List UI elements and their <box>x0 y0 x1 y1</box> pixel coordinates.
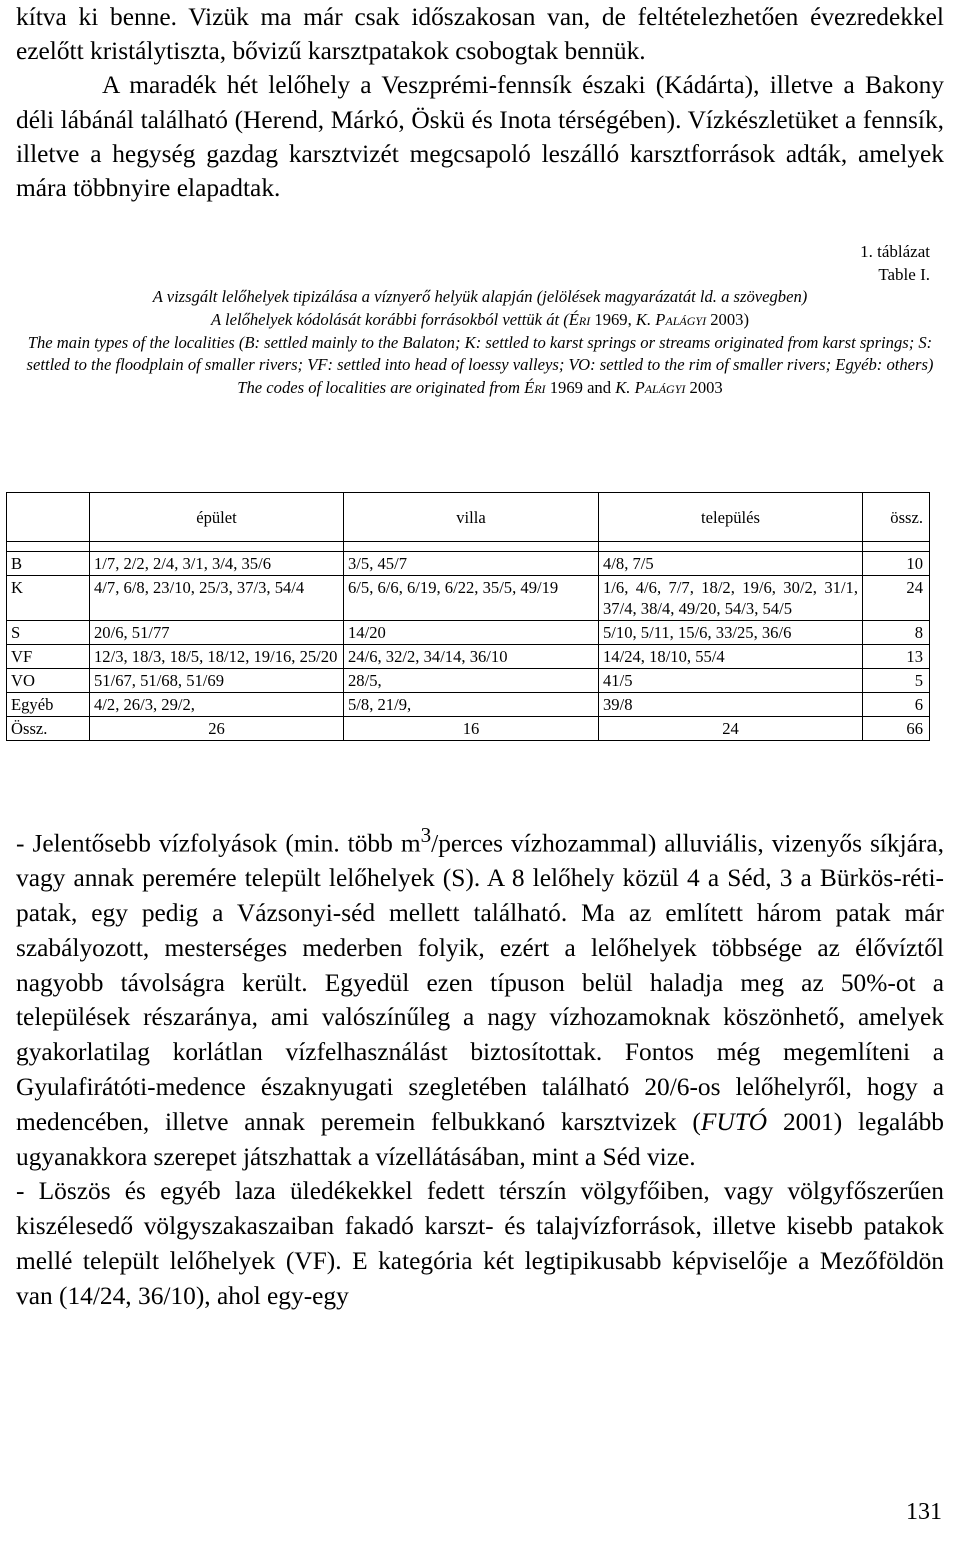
cell-villa: 3/5, 45/7 <box>344 552 599 576</box>
cell-ossz: 13 <box>863 645 930 669</box>
cell-villa: 24/6, 32/2, 34/14, 36/10 <box>344 645 599 669</box>
cell-villa: 6/5, 6/6, 6/19, 6/22, 35/5, 49/19 <box>344 576 599 621</box>
cell-epulet: 20/6, 51/77 <box>90 621 344 645</box>
sum-telepules: 24 <box>599 717 863 741</box>
cell-ossz: 5 <box>863 669 930 693</box>
cell-epulet: 12/3, 18/3, 18/5, 18/12, 19/16, 25/20 <box>90 645 344 669</box>
header-ossz: össz. <box>863 493 930 542</box>
table-sum-row <box>7 717 930 741</box>
row-type: Egyéb <box>7 693 90 717</box>
paragraph-vf-category: - Löszös és egyéb laza üledékekkel fedett térszín völgyfőiben, vagy völgyfőszerűen kiszélesedő völgyszakaszaiban fakadó karszt- és talajvízforrások, illetve kisebb patakok mellé települt lelőhelyek (VF). E kategória két legtipikusabb képviselője a Mezőföldön van (14/24, 36/10), ahol egy-egy <box>16 1177 944 1310</box>
cell-telepules: 14/24, 18/10, 55/4 <box>599 645 863 669</box>
row-type: S <box>7 621 90 645</box>
sum-ossz: 66 <box>863 717 930 741</box>
row-type: VF <box>7 645 90 669</box>
caption-english-line-1: The main types of the localities (B: settled mainly to the Balaton; K: settled to karst springs or streams originated from karst springs; S: settled to the floodplain of smaller rivers; VF: settled into head of loessy valleys; VO: settled to the rim of smaller rivers; Egyéb: others) <box>26 332 934 375</box>
table-row <box>7 552 930 576</box>
cell-epulet: 1/7, 2/2, 2/4, 3/1, 3/4, 35/6 <box>90 552 344 576</box>
cell-telepules: 39/8 <box>599 693 863 717</box>
cell-telepules: 41/5 <box>599 669 863 693</box>
row-type: VO <box>7 669 90 693</box>
caption-english-line-2: The codes of localities are originated from Éri 1969 and K. Palágyi 2003 <box>237 378 723 398</box>
cell-telepules: 1/6, 4/6, 7/7, 18/2, 19/6, 30/2, 31/1, 37/4, 38/4, 49/20, 54/3, 54/5 <box>599 576 863 621</box>
table-spacer-row <box>7 542 930 552</box>
sum-villa: 16 <box>344 717 599 741</box>
cell-ossz: 24 <box>863 576 930 621</box>
table-row <box>7 576 930 621</box>
intro-paragraph-2: A maradék hét lelőhely a Veszprémi-fennsík északi (Kádárta), illetve a Bakony déli lábánál található (Herend, Márkó, Öskü és Inota térségében). Vízkészletüket a fennsík, illetve a hegység gazdag karsztvizét megcsapoló leszálló karsztforrások adták, amelyek mára többnyire elapadtak. <box>16 71 944 203</box>
caption-hungarian-line-2: A lelőhelyek kódolását korábbi forrásokból vettük át (Éri 1969, K. Palágyi 2003) <box>211 309 749 329</box>
cell-villa: 14/20 <box>344 621 599 645</box>
body-text <box>16 818 944 1314</box>
citation-eri: Éri <box>568 309 591 329</box>
table-row <box>7 621 930 645</box>
cell-ossz: 8 <box>863 621 930 645</box>
localities-table <box>6 492 930 741</box>
row-type: B <box>7 552 90 576</box>
cell-epulet: 51/67, 51/68, 51/69 <box>90 669 344 693</box>
cell-villa: 28/5, <box>344 669 599 693</box>
sum-epulet: 26 <box>90 717 344 741</box>
caption-hungarian-line-1: A vizsgált lelőhelyek tipizálása a víznyerő helyük alapján (jelölések magyarázatát ld. a szövegben) <box>152 287 808 306</box>
intro-line-1: kítva ki benne. Vizük ma már csak időszakosan van, de feltételezhetően évezredekkel ezelőtt kristálytiszta, bővizű karsztpatakok csobogtak bennük. <box>16 3 944 66</box>
cell-telepules: 5/10, 5/11, 15/6, 33/25, 36/6 <box>599 621 863 645</box>
table-caption <box>10 286 950 400</box>
page-number: 131 <box>906 1499 942 1525</box>
header-telepules: település <box>599 493 863 542</box>
table-row <box>7 645 930 669</box>
header-type <box>7 493 90 542</box>
cell-ossz: 10 <box>863 552 930 576</box>
table-row <box>7 693 930 717</box>
superscript-3: 3 <box>420 823 432 847</box>
cell-villa: 5/8, 21/9, <box>344 693 599 717</box>
cell-ossz: 6 <box>863 693 930 717</box>
cell-telepules: 4/8, 7/5 <box>599 552 863 576</box>
paragraph-s-category: - Jelentősebb vízfolyások (min. több $m^3$/perces vízhozammal) alluviális, vizenyős síkjára, vagy annak peremére települt lelőhelyek (S). A 8 lelőhely közül 4 a Séd, 3 a Bürkös-réti-patak, egy pedig a Vázsonyi-séd mellett található. Ma az említett három patak már szabályozott, mesterséges mederben folyik, ezért a lelőhelyek többsége az élővíztől nagyobb távolságra került. Egyedül ezen típuson belül haladja meg az 50%-ot a települések részaránya, ami valószínűleg a nagy vízhozamoknak köszönhető, amelyek gyakorlatilag korlátlan vízfelhasználást biztosítottak. Fontos még megemlíteni a Gyulafirátóti-medence északnyugati szegletében található 20/6-os lelőhelyről, hogy a medencében, illetve annak peremein felbukkanó karsztvizek (FUTÓ 2001) legalább ugyanakkora szerepet játszhattak a vízellátásában, mint a Séd vize. <box>16 823 944 1171</box>
table-number: 1. táblázat <box>860 242 930 261</box>
intro-text <box>16 0 944 205</box>
header-epulet: épület <box>90 493 344 542</box>
citation-palagyi: Palágyi <box>655 309 707 329</box>
table-header-row <box>7 493 930 542</box>
table-row <box>7 669 930 693</box>
cell-epulet: 4/7, 6/8, 23/10, 25/3, 37/3, 54/4 <box>90 576 344 621</box>
header-villa: villa <box>344 493 599 542</box>
row-type: K <box>7 576 90 621</box>
citation-futo: FUTÓ <box>700 1107 768 1136</box>
table-label-english: Table I. <box>878 265 930 284</box>
cell-epulet: 4/2, 26/3, 29/2, <box>90 693 344 717</box>
sum-label: Össz. <box>7 717 90 741</box>
